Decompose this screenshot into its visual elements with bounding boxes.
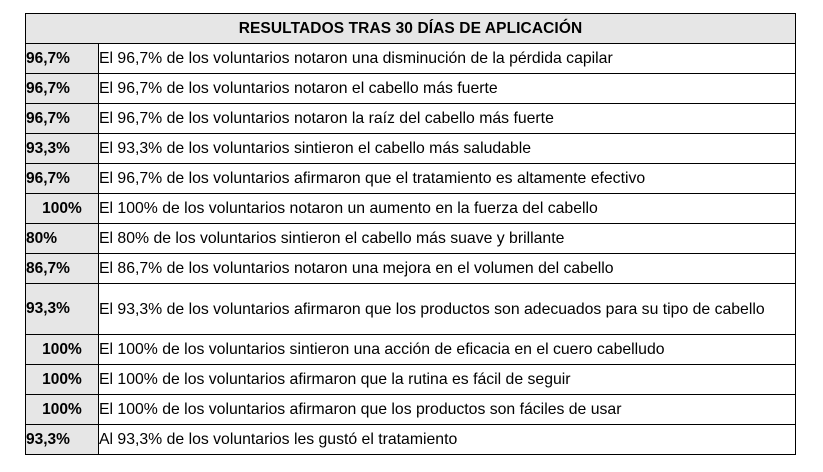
description-cell: El 100% de los voluntarios afirmaron que la rutina es fácil de seguir xyxy=(99,365,796,395)
table-row xyxy=(26,395,796,425)
description-cell: El 96,7% de los voluntarios notaron la raíz del cabello más fuerte xyxy=(99,104,796,134)
table-row xyxy=(26,365,796,395)
percentage-cell: 93,3% xyxy=(26,134,99,164)
percentage-cell: 100% xyxy=(26,365,99,395)
table-row xyxy=(26,194,796,224)
percentage-cell: 100% xyxy=(26,335,99,365)
table-row xyxy=(26,164,796,194)
description-cell: El 100% de los voluntarios notaron un aumento en la fuerza del cabello xyxy=(99,194,796,224)
percentage-cell: 80% xyxy=(26,224,99,254)
description-cell: El 100% de los voluntarios sintieron una acción de eficacia en el cuero cabelludo xyxy=(99,335,796,365)
percentage-cell: 86,7% xyxy=(26,254,99,284)
description-cell: El 96,7% de los voluntarios afirmaron que el tratamiento es altamente efectivo xyxy=(99,164,796,194)
percentage-cell: 93,3% xyxy=(26,425,99,455)
description-cell: El 100% de los voluntarios afirmaron que los productos son fáciles de usar xyxy=(99,395,796,425)
table-row xyxy=(26,134,796,164)
table-row xyxy=(26,335,796,365)
table-header-row xyxy=(26,14,796,44)
table-row xyxy=(26,74,796,104)
table-row xyxy=(26,284,796,335)
percentage-cell: 100% xyxy=(26,194,99,224)
description-cell: El 96,7% de los voluntarios notaron una disminución de la pérdida capilar xyxy=(99,44,796,74)
table-row xyxy=(26,44,796,74)
results-table xyxy=(25,13,796,455)
description-cell: El 93,3% de los voluntarios afirmaron que los productos son adecuados para su tipo de cabello xyxy=(99,284,796,335)
percentage-cell: 93,3% xyxy=(26,284,99,335)
description-cell: El 93,3% de los voluntarios sintieron el cabello más saludable xyxy=(99,134,796,164)
description-cell: El 86,7% de los voluntarios notaron una mejora en el volumen del cabello xyxy=(99,254,796,284)
description-cell: Al 93,3% de los voluntarios les gustó el tratamiento xyxy=(99,425,796,455)
percentage-cell: 96,7% xyxy=(26,164,99,194)
percentage-cell: 96,7% xyxy=(26,74,99,104)
table-row xyxy=(26,224,796,254)
percentage-cell: 96,7% xyxy=(26,44,99,74)
percentage-cell: 100% xyxy=(26,395,99,425)
description-cell: El 80% de los voluntarios sintieron el cabello más suave y brillante xyxy=(99,224,796,254)
table-row xyxy=(26,254,796,284)
table-title: RESULTADOS TRAS 30 DÍAS DE APLICACIÓN xyxy=(26,14,796,44)
table-row xyxy=(26,425,796,455)
percentage-cell: 96,7% xyxy=(26,104,99,134)
table-row xyxy=(26,104,796,134)
description-cell: El 96,7% de los voluntarios notaron el cabello más fuerte xyxy=(99,74,796,104)
